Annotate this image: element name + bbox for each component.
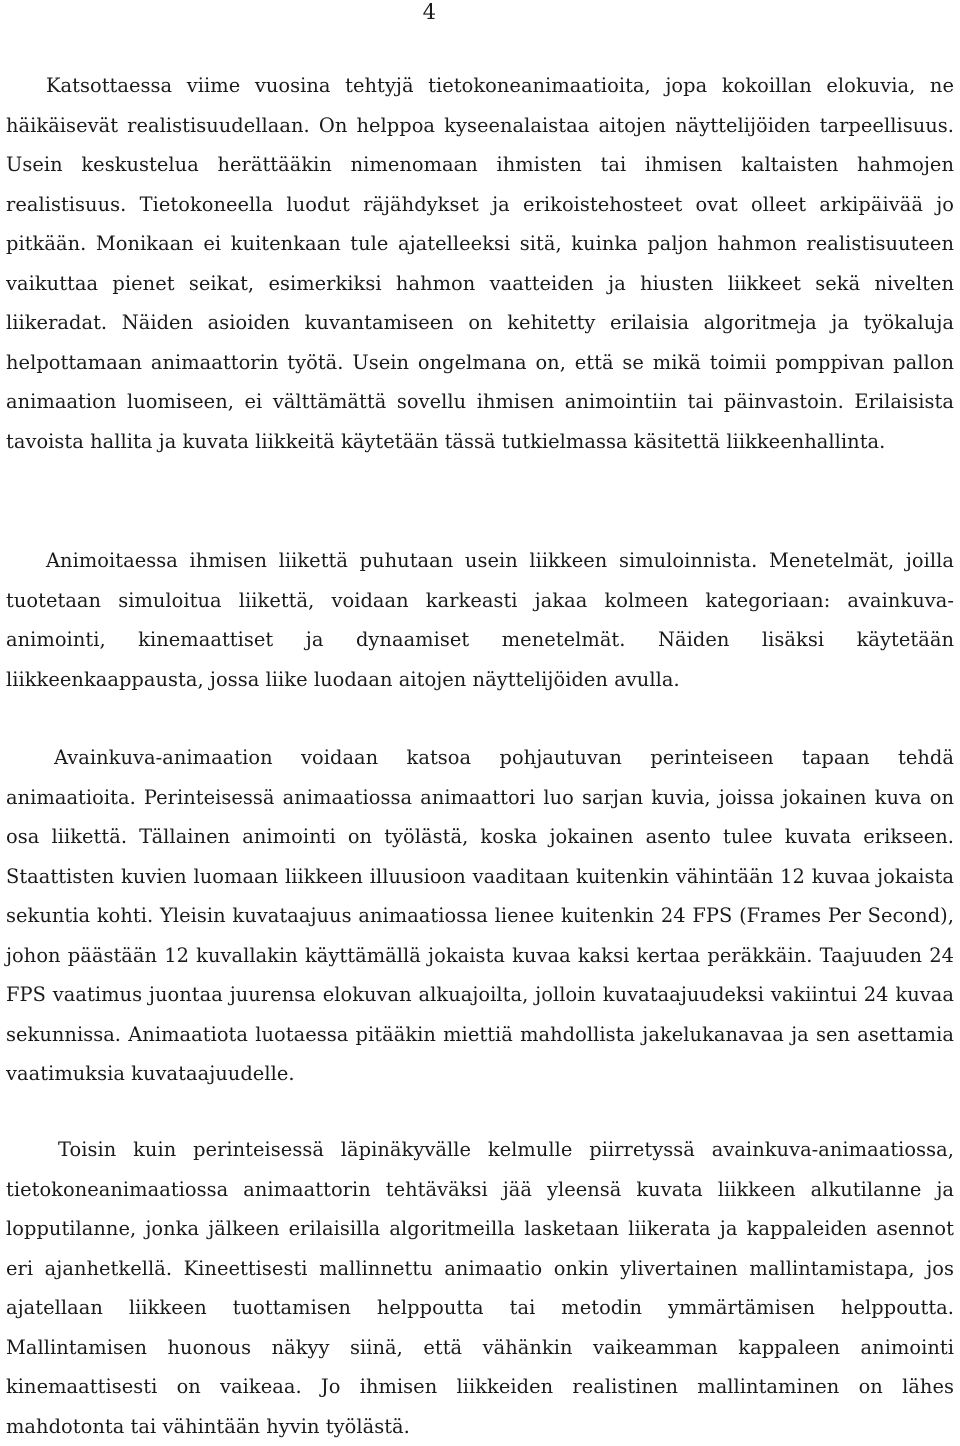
page-number: 4	[422, 0, 436, 24]
paragraph-computer-animation: Toisin kuin perinteisessä läpinäkyvälle kelmulle piirretyssä avainkuva-animaatiossa, tietokoneanimaatiossa animaattorin tehtäväksi jää yleensä kuvata liikkeen alkutilanne ja lopputilanne, jonka jälkeen erilaisilla algoritmeilla lasketaan liikerata ja kappaleiden asennot eri ajanhetkellä. Kineettisesti mallinnettu animaatio onkin ylivertainen mallintamistapa, jos ajatellaan liikkeen tuottamisen helppoutta tai metodin ymmärtämisen helppoutta. Mallintamisen huonous näkyy siinä, että vähänkin vaikeamman kappaleen animointi kinemaattisesti on vaikeaa. Jo ihmisen liikkeiden realistinen mallintaminen on lähes mahdotonta tai vähintään hyvin työlästä.	[6, 1138, 954, 1438]
paragraph-intro: Katsottaessa viime vuosina tehtyjä tietokoneanimaatioita, jopa kokoillan elokuvia, ne häikäisevät realistisuudellaan. On helppoa kyseenalaistaa aitojen näyttelijöiden tarpeellisuus. Usein keskustelua herättääkin nimenomaan ihmisten tai ihmisen kaltaisten hahmojen realistisuus. Tietokoneella luodut räjähdykset ja erikoistehosteet ovat olleet arkipäivää jo pitkään. Monikaan ei kuitenkaan tule ajatelleeksi sitä, kuinka paljon hahmon realistisuuteen vaikuttaa pienet seikat, esimerkiksi hahmon vaatteiden ja hiusten liikkeet sekä nivelten liikeradat. Näiden asioiden kuvantamiseen on kehitetty erilaisia algoritmeja ja työkaluja helpottamaan animaattorin työtä. Usein ongelmana on, että se mikä toimii pomppivan pallon animaation luomiseen, ei välttämättä sovellu ihmisen animointiin tai päinvastoin. Erilaisista tavoista hallita ja kuvata liikkeitä käytetään tässä tutkielmassa käsitettä liikkeenhallinta.	[6, 74, 954, 453]
paragraph-simulation-methods: Animoitaessa ihmisen liikettä puhutaan usein liikkeen simuloinnista. Menetelmät, joilla tuotetaan simuloitua liikettä, voidaan karkeasti jakaa kolmeen kategoriaan: avainkuva-animointi, kinemaattiset ja dynaamiset menetelmät. Näiden lisäksi käytetään liikkeenkaappausta, jossa liike luodaan aitojen näyttelijöiden avulla.	[6, 549, 954, 691]
paragraph-keyframe-animation: Avainkuva-animaation voidaan katsoa pohjautuvan perinteiseen tapaan tehdä animaatioita. Perinteisessä animaatiossa animaattori luo sarjan kuvia, joissa jokainen kuva on osa liikettä. Tällainen animointi on työlästä, koska jokainen asento tulee kuvata erikseen. Staattisten kuvien luomaan liikkeen illuusioon vaaditaan kuitenkin vähintään 12 kuvaa jokaista sekuntia kohti. Yleisin kuvataajuus animaatiossa lienee kuitenkin 24 FPS (Frames Per Second), johon päästään 12 kuvallakin käyttämällä jokaista kuvaa kaksi kertaa peräkkäin. Taajuuden 24 FPS vaatimus juontaa juurensa elokuvan alkuajoilta, jolloin kuvataajuudeksi vakiintui 24 kuvaa sekunnissa. Animaatiota luotaessa pitääkin miettiä mahdollista jakelukanavaa ja sen asettamia vaatimuksia kuvataajuudelle.	[6, 746, 954, 1085]
